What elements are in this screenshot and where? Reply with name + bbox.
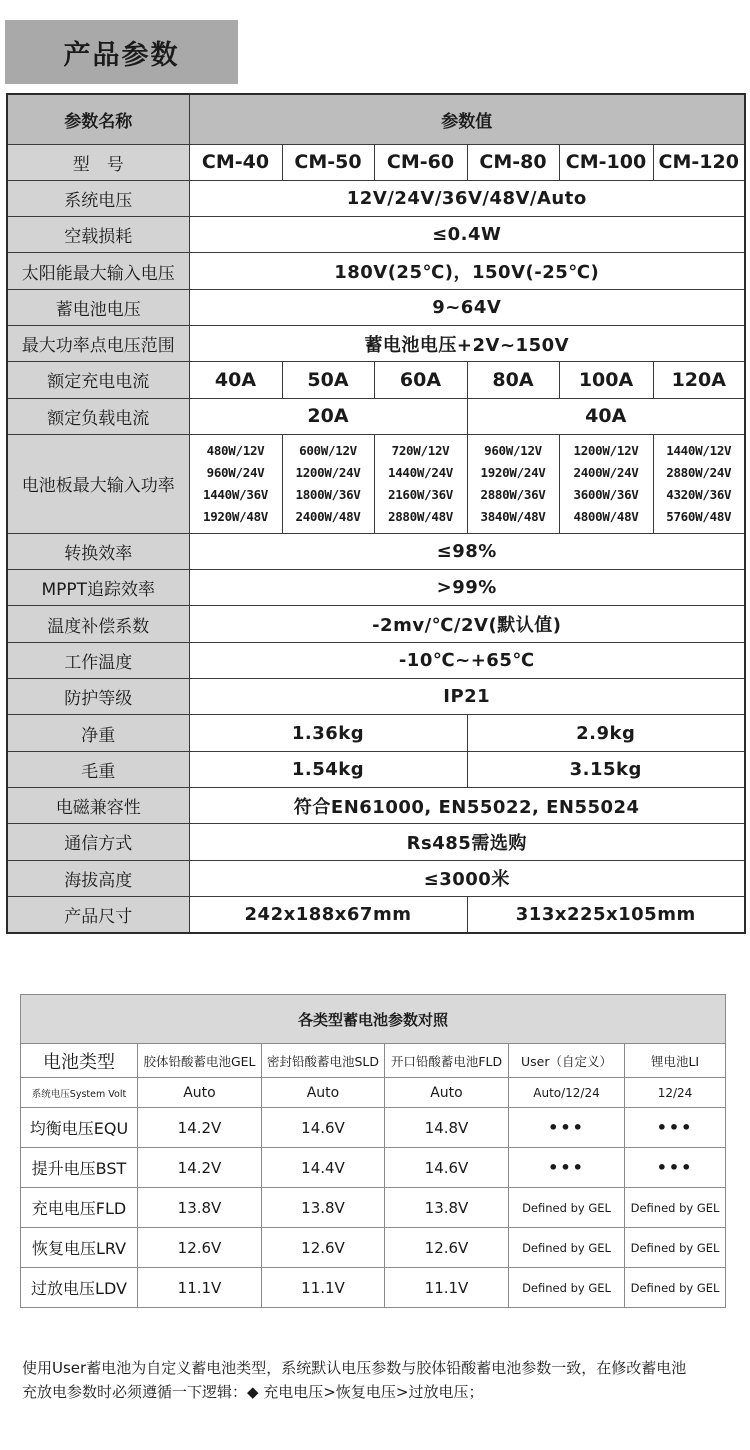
header-cell: 电池类型 [21,1044,138,1078]
cell: 13.8V [385,1188,509,1228]
cell: 12/24 [625,1078,726,1108]
row-label: 温度补偿系数 [7,606,189,642]
table-row [21,1078,726,1108]
cell: ••• [509,1148,625,1188]
row-value: 40A [467,398,745,434]
power-cell [467,434,559,533]
row-label: 电池板最大输入功率 [7,434,189,533]
power-line: 4320W/36V [666,486,732,502]
cell: Auto [262,1078,385,1108]
cell: 11.1V [262,1268,385,1308]
note-line: 使用User蓄电池为自定义蓄电池类型，系统默认电压参数与胶体铅酸蓄电池参数一致，在修改蓄电池 [22,1359,687,1377]
cell: ••• [509,1108,625,1148]
row-value: 50A [282,362,374,398]
cell: 13.8V [262,1188,385,1228]
row-label: 蓄电池电压 [7,289,189,325]
cell: 14.6V [262,1108,385,1148]
row-label: 产品尺寸 [7,896,189,932]
temp-compensation-row [7,606,745,642]
power-line: 1200W/24V [295,464,361,480]
conversion-efficiency-row [7,533,745,569]
altitude-row [7,860,745,896]
power-line: 720W/12V [391,442,450,458]
row-value: 80A [467,362,559,398]
row-value: 12V/24V/36V/48V/Auto [189,180,745,216]
mppt-efficiency-row [7,570,745,606]
table-row [21,1188,726,1228]
power-cell [189,434,282,533]
cell: 14.2V [138,1148,262,1188]
gross-weight-row [7,751,745,787]
row-value: 60A [374,362,467,398]
system-voltage-row [7,180,745,216]
power-line: 2880W/48V [387,508,454,524]
row-label: 工作温度 [7,642,189,678]
power-line: 4800W/48V [573,508,639,524]
row-value: IP21 [189,679,745,715]
model-cell: CM-120 [653,144,745,180]
row-value: -2mv/℃/2V(默认值) [189,606,745,642]
row-value: ≤0.4W [189,217,745,253]
table-row [21,1108,726,1148]
row-value: ≤98% [189,533,745,569]
power-line: 600W/12V [299,442,357,458]
row-label: 海拔高度 [7,860,189,896]
battery-table [20,994,726,1308]
row-label: 系统电压System Volt [21,1078,138,1108]
row-value: 1.36kg [189,715,467,751]
rated-charge-current-row [7,362,745,398]
cell: 14.8V [385,1108,509,1148]
dimensions-row [7,896,745,932]
cell: 14.2V [138,1108,262,1148]
power-line: 960W/12V [484,442,542,458]
row-value: Rs485需选购 [189,824,745,860]
row-label: 系统电压 [7,180,189,216]
row-label: 提升电压BST [21,1148,138,1188]
row-value: 20A [189,398,467,434]
power-line: 1920W/24V [480,464,546,480]
row-value: 2.9kg [467,715,745,751]
row-label: 额定充电电流 [7,362,189,398]
cell: Defined by GEL [625,1268,726,1308]
net-weight-row [7,715,745,751]
cell: 14.4V [262,1148,385,1188]
power-line: 2400W/48V [295,508,361,524]
spec-header-row [7,94,745,144]
model-cell: CM-50 [282,144,374,180]
row-label: 充电电压FLD [21,1188,138,1228]
header-cell: User（自定义） [509,1044,625,1078]
row-label: 均衡电压EQU [21,1108,138,1148]
header-cell: 胶体铅酸蓄电池GEL [138,1044,262,1078]
power-line: 1920W/48V [202,508,269,524]
power-cell [653,434,745,533]
power-line: 3840W/48V [480,508,546,524]
row-value: 3.15kg [467,751,745,787]
cell: Auto [138,1078,262,1108]
row-label: 净重 [7,715,189,751]
power-cell [559,434,653,533]
usage-note [22,1356,734,1404]
row-value: >99% [189,570,745,606]
power-line: 960W/24V [206,464,265,480]
header-cell: 开口铅酸蓄电池FLD [385,1044,509,1078]
battery-table-title: 各类型蓄电池参数对照 [21,995,726,1044]
model-label: 型 号 [7,144,189,180]
table-row [21,1268,726,1308]
header-cell: 锂电池LI [625,1044,726,1078]
mppt-voltage-range-row [7,325,745,361]
row-value: 符合EN61000, EN55022, EN55024 [189,787,745,823]
cell: ••• [625,1148,726,1188]
row-label: 最大功率点电压范围 [7,325,189,361]
row-label: 空载损耗 [7,217,189,253]
model-cell: CM-60 [374,144,467,180]
row-value: 1.54kg [189,751,467,787]
row-label: 电磁兼容性 [7,787,189,823]
power-line: 5760W/48V [666,508,732,524]
model-row [7,144,745,180]
row-label: 通信方式 [7,824,189,860]
note-line: 充放电参数时必须遵循一下逻辑：◆ 充电电压>恢复电压>过放电压； [22,1383,484,1401]
header-cell: 密封铅酸蓄电池SLD [262,1044,385,1078]
power-line: 1800W/36V [295,486,361,502]
row-label: 毛重 [7,751,189,787]
cell: Defined by GEL [625,1188,726,1228]
cell: 11.1V [138,1268,262,1308]
row-label: 额定负载电流 [7,398,189,434]
row-value: 120A [653,362,745,398]
cell: ••• [625,1108,726,1148]
cell: 11.1V [385,1268,509,1308]
rated-load-current-row [7,398,745,434]
row-label: 太阳能最大输入电压 [7,253,189,289]
cell: 12.6V [262,1228,385,1268]
row-value: 蓄电池电压+2V~150V [189,325,745,361]
header-param-value: 参数值 [189,94,745,144]
power-line: 480W/12V [206,442,265,458]
row-value: 242x188x67mm [189,896,467,932]
spec-table [6,93,746,934]
solar-max-voltage-row [7,253,745,289]
table-row [21,1228,726,1268]
row-value: 9~64V [189,289,745,325]
power-line: 2880W/36V [480,486,546,502]
cell: Defined by GEL [509,1228,625,1268]
power-line: 2400W/24V [573,464,639,480]
model-cell: CM-100 [559,144,653,180]
battery-title-row [21,995,726,1044]
cell: Defined by GEL [509,1188,625,1228]
cell: 13.8V [138,1188,262,1228]
no-load-loss-row [7,217,745,253]
row-value: 313x225x105mm [467,896,745,932]
table-row [21,1148,726,1188]
cell: 12.6V [385,1228,509,1268]
row-label: 转换效率 [7,533,189,569]
row-value: 180V(25℃)，150V(-25℃) [189,253,745,289]
page-title: 产品参数 [5,20,238,84]
emc-row [7,787,745,823]
power-line: 1440W/24V [387,464,454,480]
power-cell [374,434,467,533]
cell: Defined by GEL [625,1228,726,1268]
row-label: 恢复电压LRV [21,1228,138,1268]
row-label: 过放电压LDV [21,1268,138,1308]
power-line: 3600W/36V [573,486,639,502]
power-line: 1440W/36V [202,486,269,502]
battery-voltage-row [7,289,745,325]
communication-row [7,824,745,860]
row-value: 100A [559,362,653,398]
row-label: MPPT追踪效率 [7,570,189,606]
power-line: 2880W/24V [666,464,732,480]
power-line: 2160W/36V [387,486,454,502]
header-param-name: 参数名称 [7,94,189,144]
protection-grade-row [7,679,745,715]
power-line: 1440W/12V [666,442,732,458]
cell: Auto [385,1078,509,1108]
cell: 12.6V [138,1228,262,1268]
model-cell: CM-40 [189,144,282,180]
cell: Auto/12/24 [509,1078,625,1108]
row-value: 40A [189,362,282,398]
row-value: ≤3000米 [189,860,745,896]
cell: Defined by GEL [509,1268,625,1308]
cell: 14.6V [385,1148,509,1188]
panel-max-power-row [7,434,745,533]
model-cell: CM-80 [467,144,559,180]
row-value: -10℃~+65℃ [189,642,745,678]
row-label: 防护等级 [7,679,189,715]
power-line: 1200W/12V [573,442,639,458]
operating-temp-row [7,642,745,678]
power-cell [282,434,374,533]
battery-header-row [21,1044,726,1078]
